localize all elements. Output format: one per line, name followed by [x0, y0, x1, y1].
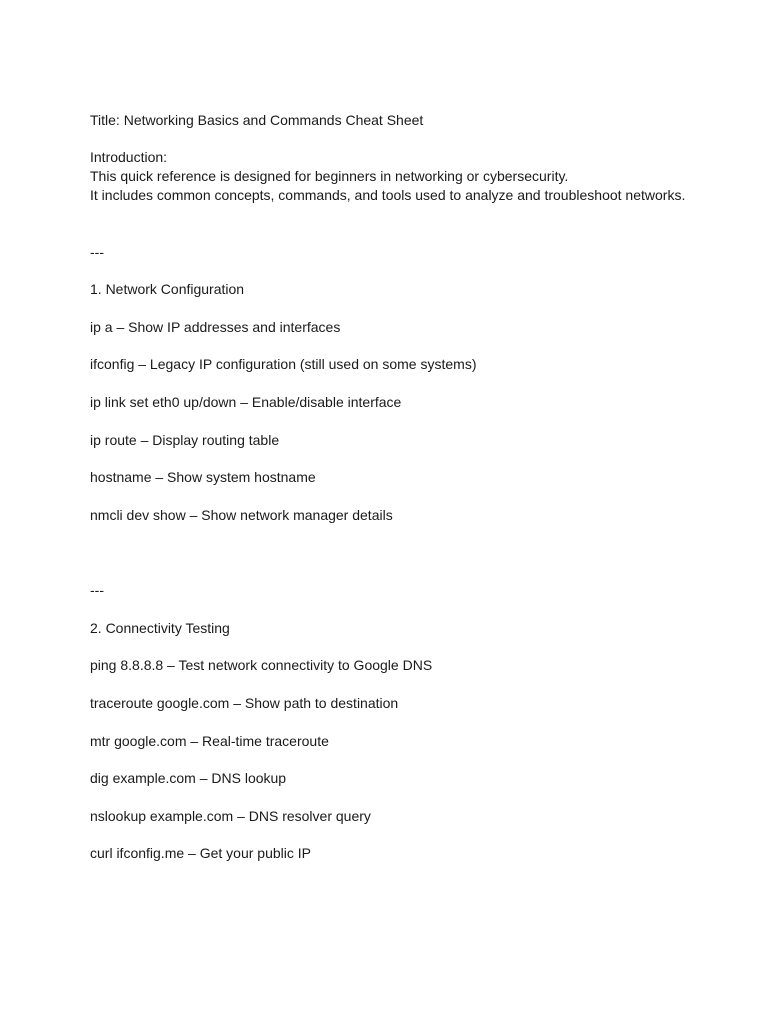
- section-heading-network-configuration: 1. Network Configuration: [90, 281, 245, 297]
- intro-text-line: This quick reference is designed for beginners in networking or cybersecurity.: [90, 168, 569, 184]
- command-item: traceroute google.com – Show path to destination: [90, 695, 399, 711]
- command-item: nslookup example.com – DNS resolver query: [90, 808, 371, 824]
- command-item: curl ifconfig.me – Get your public IP: [90, 845, 311, 861]
- command-item: hostname – Show system hostname: [90, 469, 316, 485]
- command-item: ifconfig – Legacy IP configuration (still used on some systems): [90, 356, 477, 372]
- command-item: nmcli dev show – Show network manager details: [90, 507, 393, 523]
- intro-text-line: It includes common concepts, commands, and tools used to analyze and troubleshoot networks.: [90, 187, 686, 203]
- section-heading-connectivity-testing: 2. Connectivity Testing: [90, 620, 230, 636]
- command-item: ip a – Show IP addresses and interfaces: [90, 319, 341, 335]
- command-item: ping 8.8.8.8 – Test network connectivity to Google DNS: [90, 657, 433, 673]
- document-title: Title: Networking Basics and Commands Cheat Sheet: [90, 112, 424, 128]
- command-item: dig example.com – DNS lookup: [90, 770, 287, 786]
- intro-heading: Introduction:: [90, 149, 168, 165]
- section-separator: ---: [90, 582, 104, 598]
- command-item: ip route – Display routing table: [90, 432, 280, 448]
- section-separator: ---: [90, 244, 104, 260]
- command-item: mtr google.com – Real-time traceroute: [90, 733, 329, 749]
- command-item: ip link set eth0 up/down – Enable/disable interface: [90, 394, 402, 410]
